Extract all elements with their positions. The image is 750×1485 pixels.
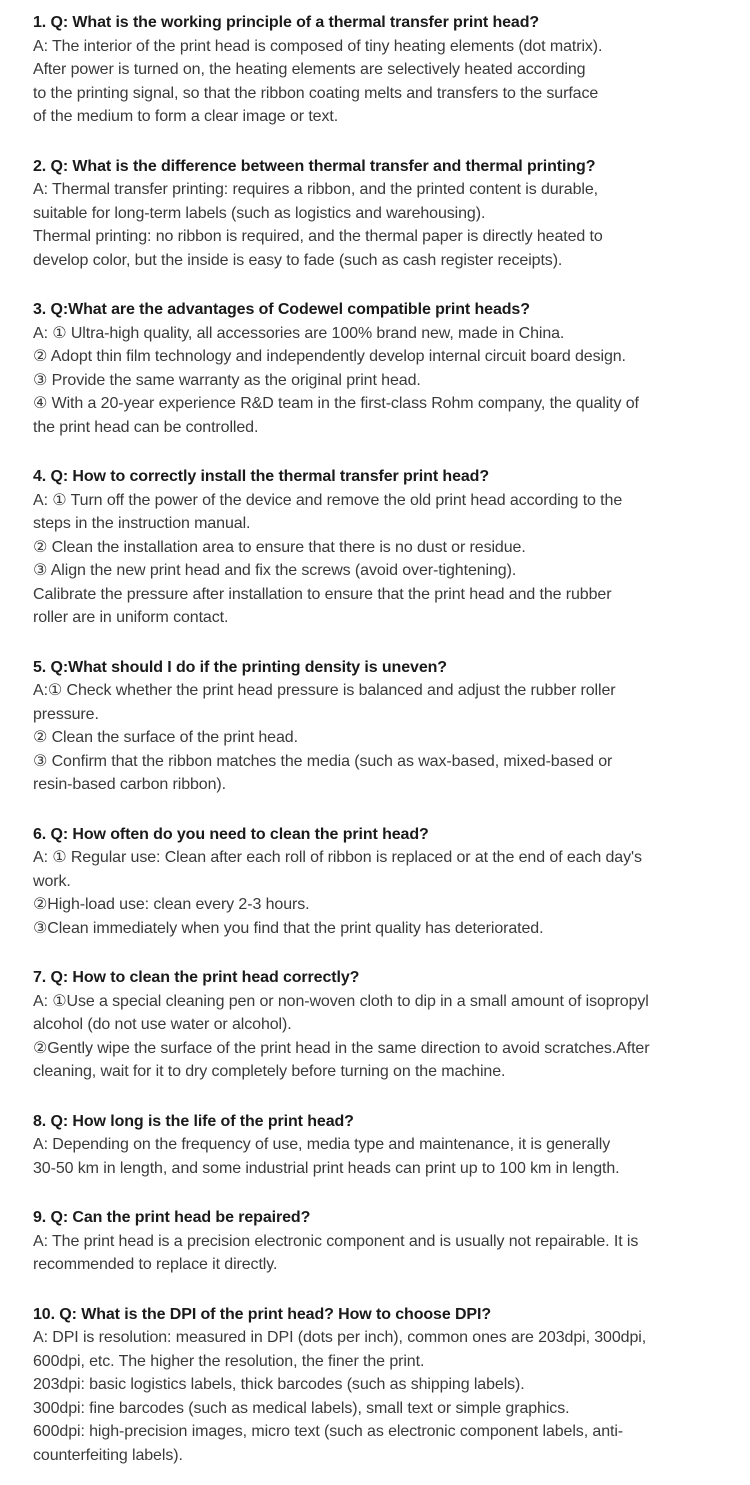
faq-answer-line: A: ① Ultra-high quality, all accessories are 100% brand new, made in China. xyxy=(33,324,565,342)
faq-answer-line: ③ Confirm that the ribbon matches the media (such as wax-based, mixed-based or xyxy=(33,752,613,770)
faq-question: 4. Q: How to correctly install the thermal transfer print head? xyxy=(33,468,490,485)
faq-answer-line: A: Thermal transfer printing: requires a ribbon, and the printed content is durable, xyxy=(33,181,598,198)
faq-answer-line: pressure. xyxy=(33,705,99,723)
faq-section xyxy=(33,1110,726,1181)
faq-answer-line: alcohol (do not use water or alcohol). xyxy=(33,1016,292,1033)
faq-question: 9. Q: Can the print head be repaired? xyxy=(33,1209,311,1226)
faq-question: 1. Q: What is the working principle of a thermal transfer print head? xyxy=(33,14,540,31)
faq-answer-line: develop color, but the inside is easy to fade (such as cash register receipts). xyxy=(33,251,563,269)
faq-answer-line: ③Clean immediately when you find that the print quality has deteriorated. xyxy=(33,919,544,937)
faq-answer-line: A: ①Use a special cleaning pen or non-woven cloth to dip in a small amount of isopropyl xyxy=(33,992,649,1010)
faq-answer-line: ②Gently wipe the surface of the print head in the same direction to avoid scratches.After xyxy=(33,1039,650,1057)
faq-answer-line: suitable for long-term labels (such as logistics and warehousing). xyxy=(33,204,486,222)
faq-answer-line: A:① Check whether the print head pressure is balanced and adjust the rubber roller xyxy=(33,682,616,699)
faq-answer-line: Calibrate the pressure after installation to ensure that the print head and the rubber xyxy=(33,585,612,603)
faq-answer-line: ② Clean the surface of the print head. xyxy=(33,729,298,746)
faq-answer-line: ③ Provide the same warranty as the original print head. xyxy=(33,371,421,389)
faq-section xyxy=(33,823,726,941)
faq-answer-line: resin-based carbon ribbon). xyxy=(33,776,226,793)
faq-question: 5. Q:What should I do if the printing density is uneven? xyxy=(33,658,447,676)
faq-question: 7. Q: How to clean the print head correctly? xyxy=(33,969,360,986)
faq-answer-line: to the printing signal, so that the ribbon coating melts and transfers to the surface xyxy=(33,84,599,102)
faq-section xyxy=(33,298,726,439)
faq-section xyxy=(33,966,726,1084)
faq-section xyxy=(33,1303,726,1468)
faq-question: 6. Q: How often do you need to clean the print head? xyxy=(33,825,429,843)
faq-answer-line: roller are in uniform contact. xyxy=(33,609,229,626)
faq-section xyxy=(33,465,726,630)
faq-answer-line: ④ With a 20-year experience R&D team in the first-class Rohm company, the quality of xyxy=(33,395,639,412)
faq-section xyxy=(33,11,726,129)
faq-answer-line: ③ Align the new print head and fix the screws (avoid over-tightening). xyxy=(33,562,517,579)
faq-answer-line: steps in the instruction manual. xyxy=(33,515,251,532)
faq-question: 8. Q: How long is the life of the print head? xyxy=(33,1112,354,1130)
faq-answer-line: 300dpi: fine barcodes (such as medical labels), small text or simple graphics. xyxy=(33,1399,570,1417)
faq-section xyxy=(33,656,726,797)
faq-answer-line: 600dpi: high-precision images, micro text (such as electronic component labels, anti- xyxy=(33,1423,624,1440)
faq-answer-line: A: DPI is resolution: measured in DPI (dots per inch), common ones are 203dpi, 300dpi, xyxy=(33,1329,647,1346)
faq-section-list xyxy=(33,11,726,1467)
faq-answer-line: ②High-load use: clean every 2-3 hours. xyxy=(33,896,310,913)
faq-answer-line: A: ① Turn off the power of the device and remove the old print head according to the xyxy=(33,491,623,509)
faq-answer-line: ② Adopt thin film technology and independently develop internal circuit board design. xyxy=(33,348,626,365)
faq-question: 2. Q: What is the difference between thermal transfer and thermal printing? xyxy=(33,157,596,175)
faq-answer-line: Thermal printing: no ribbon is required, and the thermal paper is directly heated to xyxy=(33,228,603,245)
faq-answer-line: 203dpi: basic logistics labels, thick barcodes (such as shipping labels). xyxy=(33,1376,525,1393)
faq-answer-line: 30-50 km in length, and some industrial print heads can print up to 100 km in length. xyxy=(33,1159,620,1177)
faq-answer-line: cleaning, wait for it to dry completely before turning on the machine. xyxy=(33,1063,506,1080)
faq-answer-line: the print head can be controlled. xyxy=(33,418,259,436)
faq-answer-line: ② Clean the installation area to ensure that there is no dust or residue. xyxy=(33,538,526,556)
faq-answer-line: 600dpi, etc. The higher the resolution, the finer the print. xyxy=(33,1352,425,1370)
faq-answer-line: After power is turned on, the heating elements are selectively heated according xyxy=(33,61,586,78)
faq-answer-line: counterfeiting labels). xyxy=(33,1446,183,1464)
faq-question: 10. Q: What is the DPI of the print head? How to choose DPI? xyxy=(33,1305,492,1323)
faq-answer-line: A: Depending on the frequency of use, media type and maintenance, it is generally xyxy=(33,1136,611,1153)
faq-answer-line: recommended to replace it directly. xyxy=(33,1256,278,1273)
faq-section xyxy=(33,155,726,273)
faq-answer-line: A: ① Regular use: Clean after each roll of ribbon is replaced or at the end of each day's xyxy=(33,849,642,866)
faq-answer-line: work. xyxy=(33,872,71,890)
faq-answer-line: of the medium to form a clear image or text. xyxy=(33,108,339,125)
faq-answer-line: A: The interior of the print head is composed of tiny heating elements (dot matrix). xyxy=(33,37,603,55)
faq-answer-line: A: The print head is a precision electronic component and is usually not repairable. It is xyxy=(33,1232,639,1250)
faq-section xyxy=(33,1206,726,1277)
faq-question: 3. Q:What are the advantages of Codewel compatible print heads? xyxy=(33,301,530,318)
